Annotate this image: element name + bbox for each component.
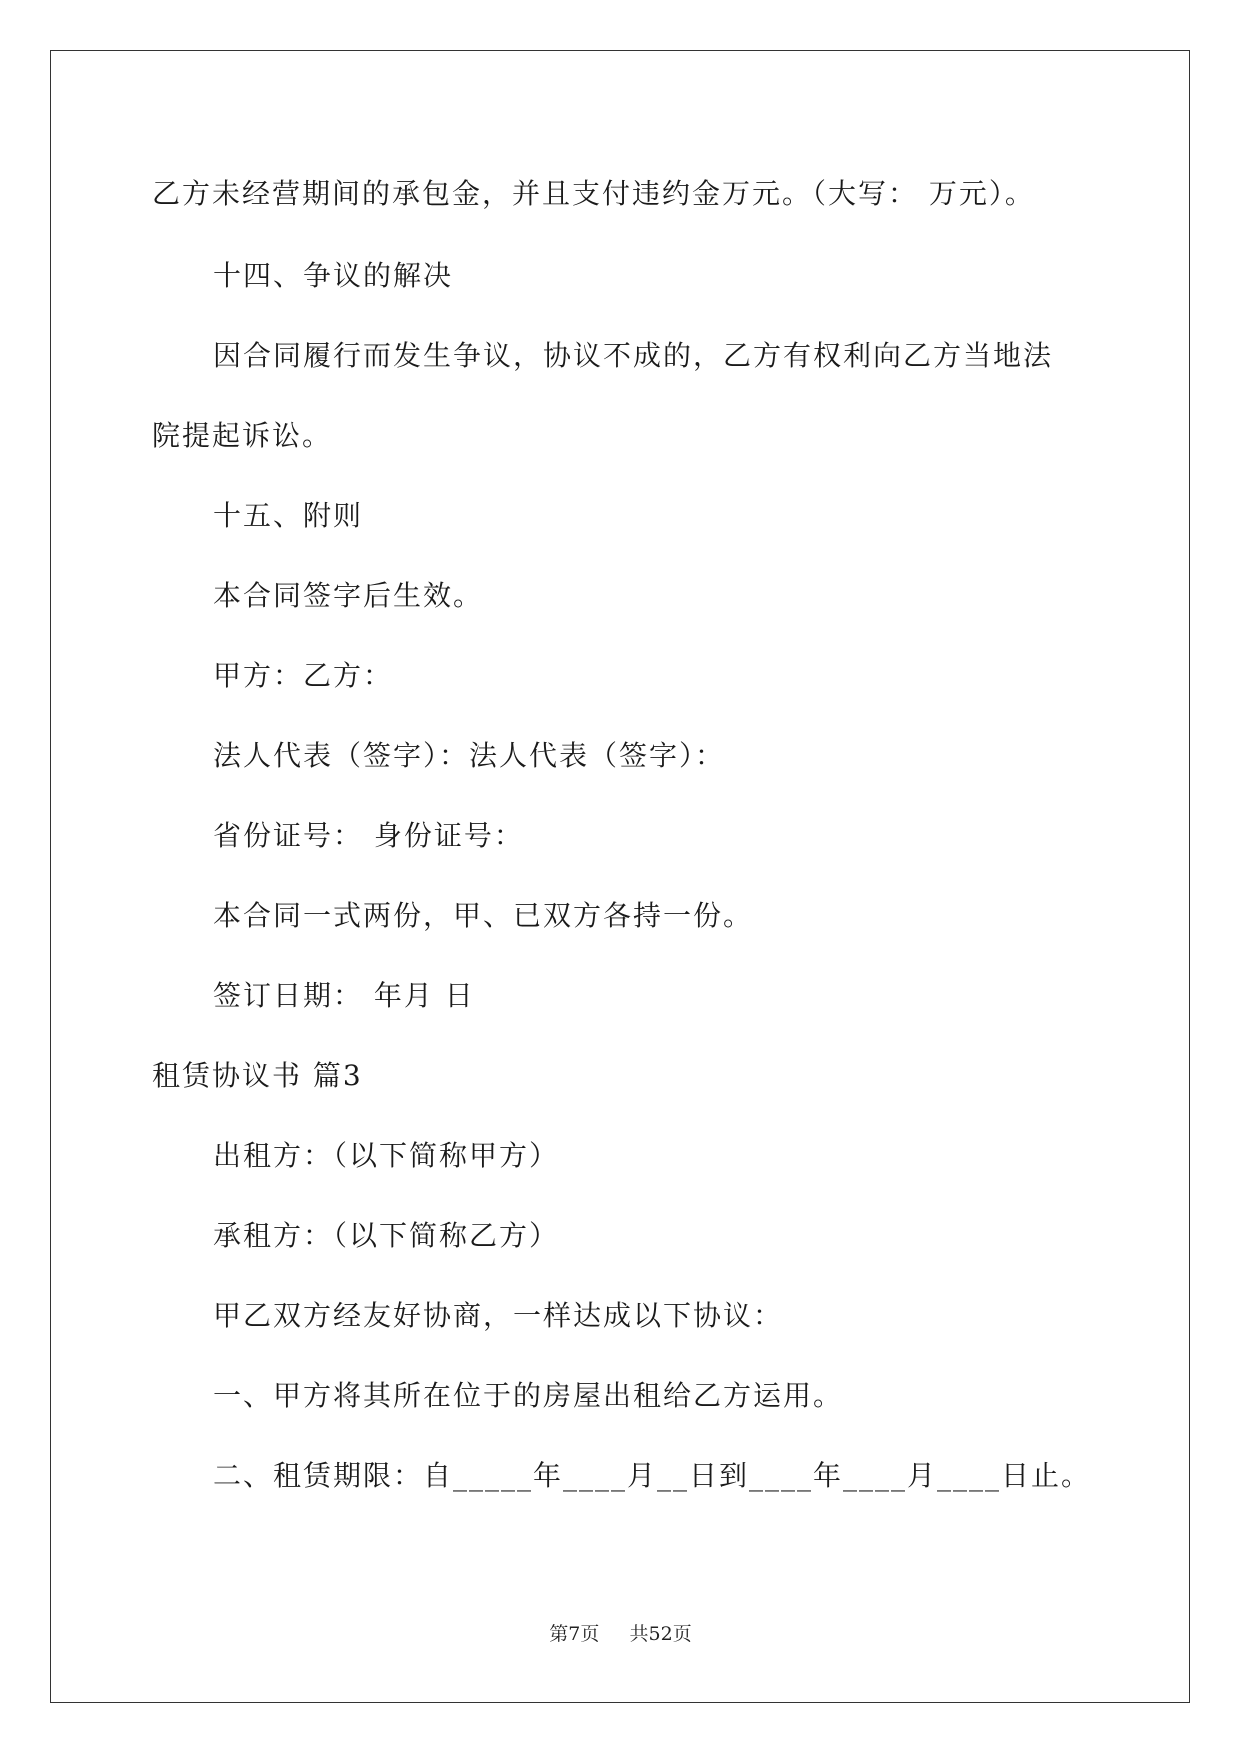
- signature-legal-reps: 法人代表（签字）：法人代表（签字）：: [213, 739, 726, 772]
- page-footer: [0, 1622, 1241, 1646]
- current-page-number: 第7页: [549, 1623, 600, 1645]
- lessee-line: 承租方：（以下简称乙方）: [213, 1219, 560, 1252]
- text-line-copies: 本合同一式两份，甲、已双方各持一份。: [213, 899, 754, 932]
- section-heading-dispute-resolution: 十四、争议的解决: [213, 259, 454, 292]
- text-line-dispute: 因合同履行而发生争议，协议不成的，乙方有权利向乙方当地法: [213, 339, 1054, 372]
- signing-date: 签订日期： 年月 日: [213, 979, 475, 1012]
- clause-two-lease-term: 二、租赁期限：自_____年____月__日到____年____月____日止。: [213, 1459, 1092, 1492]
- text-line-effective: 本合同签字后生效。: [213, 579, 484, 612]
- signature-id-numbers: 省份证号： 身份证号：: [213, 819, 524, 852]
- text-line-lawsuit: 院提起诉讼。: [152, 419, 333, 452]
- section-heading-appendix: 十五、附则: [213, 499, 364, 532]
- page-border: [50, 50, 1190, 1703]
- lessor-line: 出租方：（以下简称甲方）: [213, 1139, 560, 1172]
- total-page-count: 共52页: [629, 1623, 692, 1645]
- clause-one: 一、甲方将其所在位于的房屋出租给乙方运用。: [213, 1379, 844, 1412]
- text-line-penalty: 乙方未经营期间的承包金，并且支付违约金万元。（大写： 万元）。: [152, 177, 1035, 210]
- article-title: 租赁协议书 篇3: [152, 1059, 363, 1092]
- signature-parties: 甲方：乙方：: [213, 659, 394, 692]
- text-line-agreement: 甲乙双方经友好协商，一样达成以下协议：: [213, 1299, 784, 1332]
